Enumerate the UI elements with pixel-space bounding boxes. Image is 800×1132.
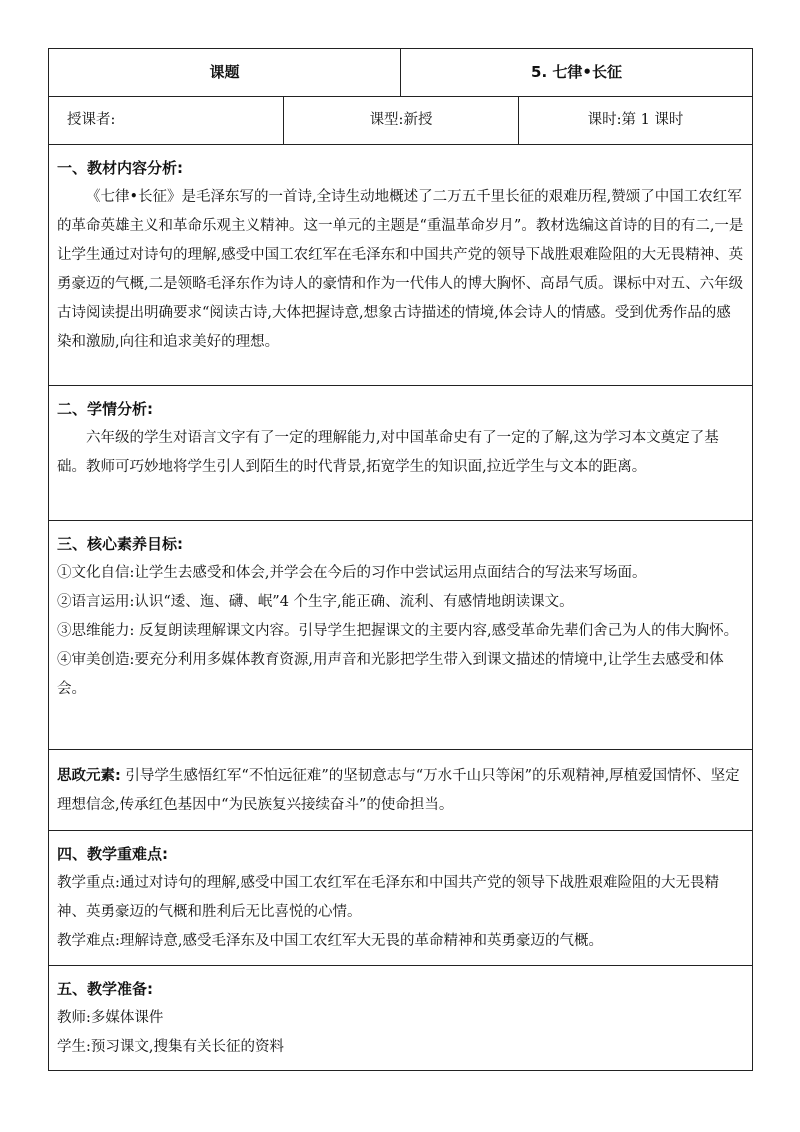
lesson-plan-table	[48, 48, 753, 1071]
goals-row	[49, 521, 753, 750]
goals-section	[49, 521, 753, 750]
ideology-row	[49, 750, 753, 831]
keypoints-difficulty: 教学难点:理解诗意,感受毛泽东及中国工农红军大无畏的革命精神和英勇豪迈的气概。	[57, 933, 603, 949]
prep-teacher: 教师:多媒体课件	[57, 1010, 164, 1026]
analysis-section	[49, 145, 753, 386]
topic-label: 课题	[49, 49, 401, 97]
lesson-plan-document	[48, 48, 752, 1071]
goal-item: ④审美创造:要充分利用多媒体教育资源,用声音和光影把学生带入到课文描述的情境中,让学生去感受和体会。	[57, 652, 724, 697]
prep-student: 学生:预习课文,搜集有关长征的资料	[57, 1039, 284, 1055]
prep-section	[49, 966, 753, 1071]
goals-title: 三、核心素养目标:	[57, 535, 183, 553]
keypoints-title: 四、教学重难点:	[57, 845, 168, 863]
prep-row	[49, 966, 753, 1071]
students-text: 六年级的学生对语言文字有了一定的理解能力,对中国革命史有了一定的了解,这为学习本文奠定了基础。教师可巧妙地将学生引人到陌生的时代背景,拓宽学生的知识面,拉近学生与文本的距离。	[57, 430, 719, 475]
students-row	[49, 386, 753, 521]
goal-item: ①文化自信:让学生去感受和体会,并学会在今后的习作中尝试运用点面结合的写法来写场面。	[57, 565, 647, 581]
title-row	[49, 49, 753, 97]
students-section	[49, 386, 753, 521]
goal-item: ③思维能力: 反复朗读理解课文内容。引导学生把握课文的主要内容,感受革命先辈们舍己为人的伟大胸怀。	[57, 623, 739, 639]
meta-row	[49, 97, 753, 145]
topic-value: 5. 七律•长征	[401, 49, 753, 97]
students-title: 二、学情分析:	[57, 400, 153, 418]
keypoints-section	[49, 831, 753, 966]
keypoints-focus: 教学重点:通过对诗句的理解,感受中国工农红军在毛泽东和中国共产党的领导下战胜艰难险阻的大无畏精神、英勇豪迈的气概和胜利后无比喜悦的心情。	[57, 875, 719, 920]
lesson-type-cell: 课型:新授	[284, 97, 519, 145]
analysis-row	[49, 145, 753, 386]
teacher-cell: 授课者:	[49, 97, 284, 145]
analysis-title: 一、教材内容分析:	[57, 159, 183, 177]
period-cell: 课时:第 1 课时	[519, 97, 753, 145]
keypoints-row	[49, 831, 753, 966]
prep-title: 五、教学准备:	[57, 980, 153, 998]
ideology-text: 引导学生感悟红军“不怕远征难”的坚韧意志与“万水千山只等闲”的乐观精神,厚植爱国情怀、坚定理想信念,传承红色基因中“为民族复兴接续奋斗”的使命担当。	[57, 768, 740, 813]
goal-item: ②语言运用:认识“逶、迤、礴、岷”4 个生字,能正确、流利、有感情地朗读课文。	[57, 594, 574, 610]
ideology-section	[49, 750, 753, 831]
ideology-label: 思政元素:	[57, 768, 121, 784]
analysis-text: 《七律•长征》是毛泽东写的一首诗,全诗生动地概述了二万五千里长征的艰难历程,赞颂了中国工农红军的革命英雄主义和革命乐观主义精神。这一单元的主题是“重温革命岁月”。教材选编这首诗的目的有二,一是让学生通过对诗句的理解,感受中国工农红军在毛泽东和中国共产党的领导下战胜艰难险阻的大无畏精神、英勇豪迈的气概,二是领略毛泽东作为诗人的豪情和作为一代伟人的博大胸怀、高昂气质。课标中对五、六年级古诗阅读提出明确要求“阅读古诗,大体把握诗意,想象古诗描述的情境,体会诗人的情感。受到优秀作品的感染和激励,向往和追求美好的理想。	[57, 189, 744, 350]
